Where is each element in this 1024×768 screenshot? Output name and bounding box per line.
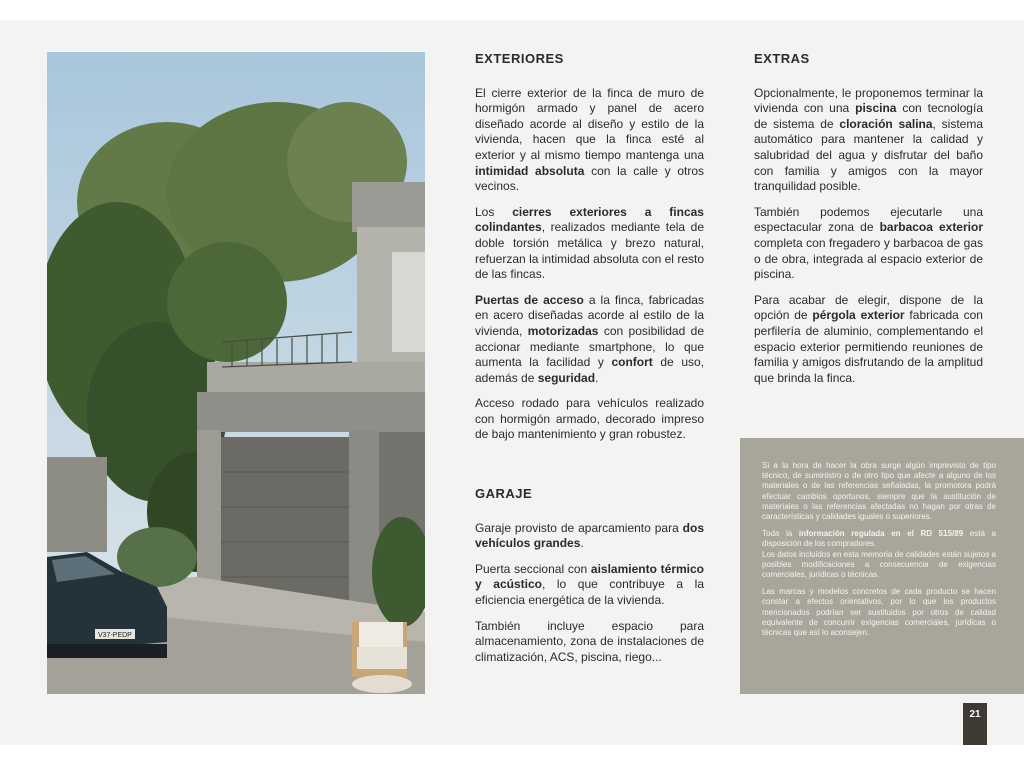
garaje-title: GARAJE: [475, 486, 533, 501]
extras-title: EXTRAS: [754, 51, 810, 66]
license-plate: V37-PEDP: [98, 632, 132, 639]
notice-paragraph-3: Las marcas y modelos concretos de cada producto se hacen constar a efectos orientativos, por lo que los productos mencionados podrían ser sustituidos por otros de calidad equivalente de concurrir exigencias comerciales, jurídicas o técnicas que así lo aconsejen.: [762, 587, 996, 638]
legal-notice-box: [740, 438, 1024, 694]
exteriores-section: [475, 51, 704, 443]
armchair-illustration: [352, 622, 412, 693]
brochure-page: [0, 20, 1024, 745]
extras-paragraph-3: Para acabar de elegir, dispone de la opción de pérgola exterior fabricada con perfilería de aluminio, complementando el espacio exterior permitiendo reuniones de familia y amigos disfrutando de la amplitud que brinda la finca.: [754, 292, 983, 385]
extras-section: [754, 51, 983, 386]
exteriores-paragraph-1: El cierre exterior de la finca de muro de hormigón armado y panel de acero diseñado acorde al diseño y estilo de la vivienda, hacen que la finca esté al exterior y al mismo tiempo mantenga una intimidad absoluta con la calle y otros vecinos.: [475, 85, 704, 194]
house-illustration: [47, 52, 425, 694]
page-number: 21: [963, 703, 987, 745]
exteriores-title: EXTERIORES: [475, 51, 564, 66]
house-exterior-photo: [47, 52, 425, 694]
exteriores-paragraph-3: Puertas de acceso a la finca, fabricadas en acero diseñadas acorde al estilo de la vivienda, motorizadas con posibilidad de accionar mediante smartphone, lo que aumenta la facilidad y confort de uso, además de seguridad.: [475, 292, 704, 385]
exteriores-paragraph-4: Acceso rodado para vehículos realizado con hormigón armado, decorado impreso de bajo mantenimiento y gran robustez.: [475, 396, 704, 442]
garaje-paragraph-2: Puerta seccional con aislamiento térmico y acústico, lo que contribuye a la eficiencia energética de la vivienda.: [475, 561, 704, 607]
notice-paragraph-1: Si a la hora de hacer la obra surge algún imprevisto de tipo técnico, de suministro o de otro tipo que afecte a alguno de los materiales o de las referencias señaladas, la promotora podrá efectuar cambios oportunos, siempre que la sustitución de materiales o las referencias afectadas no hagan por otras de características y calidades iguales o superiores.: [762, 461, 996, 522]
extras-paragraph-1: Opcionalmente, le proponemos terminar la vivienda con una piscina con tecnología de sistema de cloración salina, sistema automático para mantener la calidad y salubridad del agua y disfrutar del baño con familia y amigos con la mayor tranquilidad posible.: [754, 85, 984, 194]
exteriores-paragraph-2: Los cierres exteriores a fincas colindantes, realizados mediante tela de doble torsión metálica y brezo natural, refuerzan la intimidad absoluta con el resto de las fincas.: [475, 204, 704, 282]
garaje-paragraph-1: Garaje provisto de aparcamiento para dos vehículos grandes.: [475, 520, 704, 551]
garaje-paragraph-3: También incluye espacio para almacenamiento, zona de instalaciones de climatización, ACS, piscina, riego...: [475, 618, 704, 664]
extras-paragraph-2: También podemos ejecutarle una espectacular zona de barbacoa exterior completa con fregadero y barbacoa de gas o de obra, integrada al espacio exterior de piscina.: [754, 204, 983, 282]
garaje-section: [475, 486, 704, 665]
notice-paragraph-2: Toda la información regulada en el RD 515/89 está a disposición de los compradores. Los datos incluidos en esta memoria de calidades están sujetos a posibles modificaciones a consecuencia de exigencias comerciales, jurídicas o técnicas.: [762, 529, 996, 580]
